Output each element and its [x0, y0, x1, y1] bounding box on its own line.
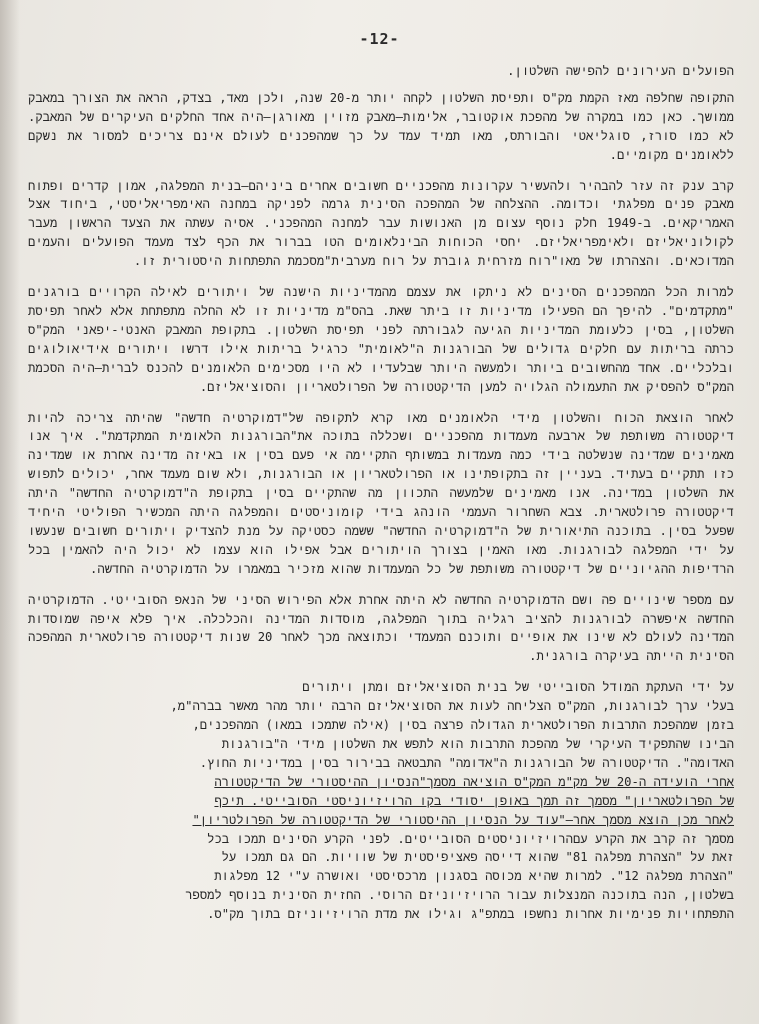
paragraph-7 — [28, 678, 734, 924]
text-line: על ידי העתקת המודל הסובייטי של בנית הסוציאליזם ומתן ויתורים — [302, 680, 734, 695]
text-line: זאת על "הצהרת מפלגה 81" שהוא דייסה פאציפיסטית של שוויות. הם גם תמכו על — [221, 850, 734, 865]
text-line: בשלטון, הנה בתוכנה המנצלות עבור הרויזיוניזם הרוסי. החזית הסינית בנוסף למספר — [185, 888, 734, 903]
paragraph-1: הפועלים העירונים להפישה השלטון. — [507, 64, 734, 78]
text-line: מסמך זה קרב את הקרע עםהרויזיוניסטים הסובייטים. לפני הקרע הסינים תמכו בכל — [207, 831, 734, 846]
paragraph-4: למרות הכל המהפכנים הסינים לא ניתקו את עצמם מהמדיניות הישנה של ויתורים לאילה הקרויים בורגנים "מתקדמים". להיפך הם הפעילו מדיניות זו ביתר שאת. בהס"מ מדיניות זו לא החלה מתפתחת אלא לאחר תפיסת השלטון, בסין כלעומת המדיניות הגיעה לגבורתה לפני תפיסת השלטון. בתקופת המאבק האנטי-יפאני המק"ס כרתה בריתות עם חלקים גדולים של הבורגנות ה"לאומית" כרגיל בריתות אילו דרשו ויתורים אידיאולוגים ובלכליים. אחד מהחשובים ביותר ולמעשה היותר שבלעדיו לא היו מסכימים הלאומנים להכנס לברית—היה הסכמת המק"ס להפסיק את התעמולה הגלויה למען הדיקטטורה של הפרולטאריון והסוציאליזם. — [28, 285, 734, 394]
text-line: הבינו שהתפקיד העיקרי של מהפכת התרבות הוא לתפש את השלטון מידי ה"בורגנות — [221, 737, 734, 751]
text-line: התפתחויות פנימיות אחרות נחשפו במתפ"ג וגילו את מדת הרויזיוניזם בתוך מק"ס. — [207, 907, 734, 922]
paragraph-6: עם מספר שינויים פה ושם הדמוקרטיה החדשה לא היתה אחרת אלא הפירוש הסיני של הנאפ הסובייטי. הדמוקרטיה החדשה איפשרה לבורגנות להציב רגליה בתוך המפלגה, מוסדות המדינה והכלכלה. איך פלא איפה שמוסדות המדינה לעולם לא שינו את אופיים ותוכנם המעמדי וכתוצאה מכך לאחר 20 שנות דיקטטורה פרולטארית המהפכה הסינית הייתה בעיקרה בורגנית. — [28, 592, 734, 664]
page-number: -12- — [359, 30, 400, 48]
text-line-underlined: אחרי הועידה ה-20 של מק"מ המק"ס הוציאה מסמך"הנסיון ההיסטורי של הדיקטטורה — [214, 774, 734, 789]
paragraph-2: התקופה שחלפה מאז הקמת מק"ס ותפיסת השלטון לקחה יותר מ-20 שנה, ולכן מאד, בצדק, הראה את הצורך במאבק ממושך. כאן כמו במקרה של מהפכת אוקטובר, אלימות—מאבק מזוין מאורגן—היה אחד החלקים העיקרים של המאבק. לא כמו סורז, סוגליאטי והבורתס, מאו תמיד עמד על כך שמהפכנים לעולם אינם צריכים למסור את נשקם ללאומנים מקומיים. — [28, 90, 735, 162]
page-edge-shadow — [0, 0, 20, 1024]
text-line: "הצהרת מפלגה 12". למרות שהיא מכוסה בסגנון מרכסיסטי ואושרה ע"י 12 מפלגות — [214, 869, 734, 884]
text-line: האדומה". הדיקטטורה של הבורגנות ה"אדומה" התבטאה בבירור בסין במדיניות החוץ. — [199, 755, 734, 770]
document-body — [28, 62, 734, 936]
paragraph-5: לאחר הוצאת הכוח והשלטון מידי הלאומנים מאו קרא לתקופה של"דמוקרטיה חדשה" שהיתה צריכה להיות דיקטטורה משותפת של ארבעה מעמדות מהפכניים ושכללה בתוכה את"הבורגנות הלאומית המתקדמת". איך אנו מאמינים שמדינה שנשלטה בידי כמה מעמדות במשותף התקיימה אי פעם בסין או באיזה מדינה אחרת או שמדינה כזו תתקיים בעתיד. בעניין זה בתקופתינו או הפרולטאריון או הבורגנות, ולא שום מעמד אחר, יכולים לתפוש את השלטון במדינה. אנו מאמינים שלמעשה התכוון מה שהתקיים בסין בתקופת ה"דמוקרטיה החדשה" היתה דיקטטורה פרולטארית. צבא השחרור העממי הונהג בידי קומוניסטים והמפלגה היתה המכשיר הפוליטי היחיד שפעל בסין. בתוכנה התיאורית של ה"דמוקרטיה החדשה" ששמה כסטיקה על מנת להצדיק ויתורים חשובים שנעשו על ידי המפלגה לבורגנות. מאו האמין בצורך הויתורים אבל אפילו הוא עצמו לא יכול היה להאמין בכל הרדיפות ההגיוניים של דיקטטורה משותפת של כל המעמדות שהוא מזכיר במאמרו על הדמוקרטיה החדשה. — [28, 410, 734, 576]
paragraph-3: קרב ענק זה עזר להבהיר ולהעשיר עקרונות מהפכניים חשובים אחרים ביניהם—בנית המפלגה, אמון קדרים ופתוח מאבק פנים מפלגתי וכדומה. ההצלחה של המהפכה הסינית גרמה לפניקה במחנה האימפריאליסטי, ביחוד אצל האמריקאים. ב-1949 חלק נוסף עצום מן האנושות עבר למחנה המהפכני. אסיה עשתה את הצעד הראשון מעבר לקולוניאליזם ולאימפריאליזם. יחסי הכוחות הבינלאומים הטו בברור את הכף לצד מעמד הפועלים והעמים המדוכאים. והצהרתו של מאו"רוח מזרחית גוברת על רוח מערבית"מסכמת התפתחות היסטורית זו. — [28, 178, 734, 269]
text-line-underlined: לאחר מכן הוצא מסמך אחר—"עוד על הנסיון ההיסטורי של הדיקטטורה של הפרולטריון" — [192, 812, 734, 827]
text-line-underlined: של הפרולטאריון" מסמך זה תמך באופן יסודי בקו הרויזיוניסטי הסובייטי. תיכף — [214, 793, 734, 808]
text-line: בזמן שמהפכת התרבות הפרולטארית הגדולה פרצה בסין (אילה שתמכו במאו) המהפכנים, — [192, 718, 734, 733]
text-line: בעלי ערך לבורגנות, המק"ס הצליחה לעות את הסוציאליזם הרבה יותר מהר מאשר בברה"מ, — [170, 699, 734, 714]
